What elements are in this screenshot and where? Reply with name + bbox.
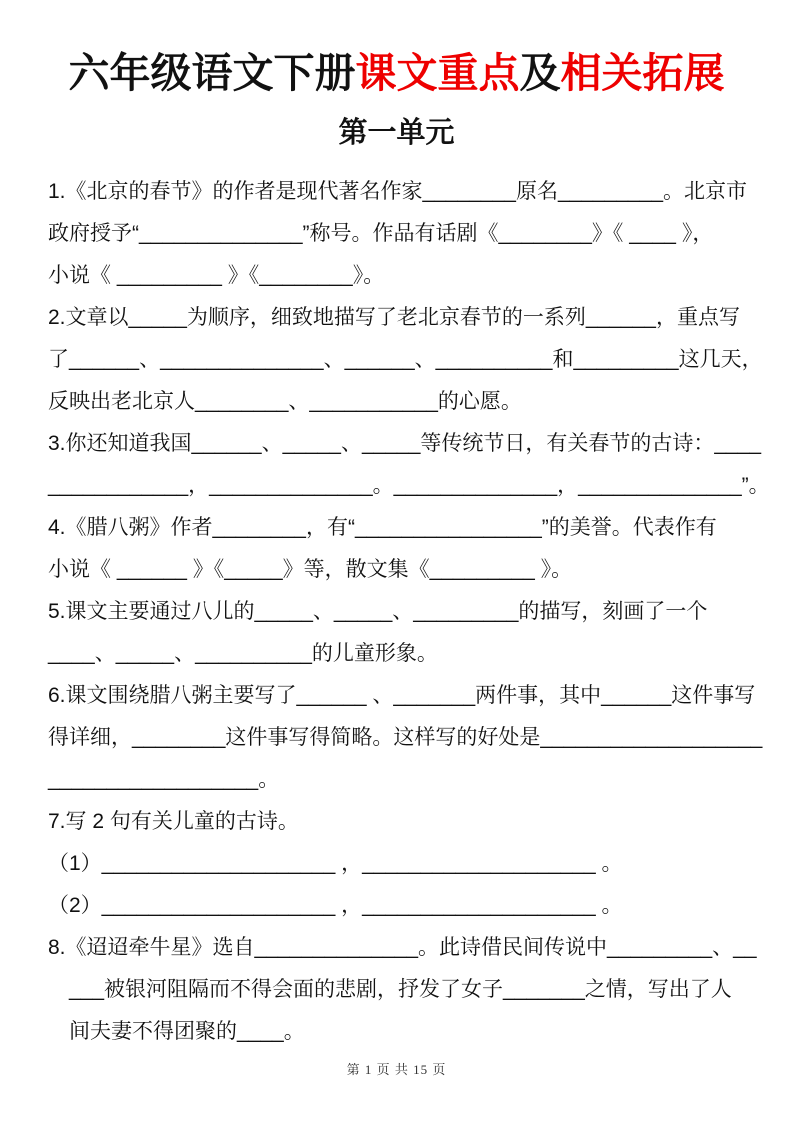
question-3-line-2: ____________，______________。______________，______________”。	[48, 474, 770, 497]
title-segment-expansion: 相关拓展	[560, 50, 725, 96]
page-title	[0, 50, 793, 96]
page-footer: 第 1 页 共 15 页	[346, 1062, 447, 1077]
question-2-line-1: 2.文章以_____为顺序，细致地描写了老北京春节的一系列______，重点写	[48, 306, 740, 329]
question-2	[48, 297, 763, 423]
question-8-line-2: ___被银河阻隔而不得会面的悲剧，抒发了女子_______之情，写出了人	[48, 978, 732, 1001]
question-2-line-2: 了______、______________、______、__________和_________这几天，	[48, 348, 763, 371]
question-7-line-3: （2）____________________ ，____________________ 。	[48, 894, 623, 917]
title-segment-grade: 六年级语文下册	[68, 50, 356, 96]
questions-area	[0, 171, 793, 1053]
question-2-line-3: 反映出老北京人________、___________的心愿。	[48, 390, 522, 413]
question-4-line-2: 小说《 ______ 》《_____》等，散文集《_________ 》。	[48, 558, 573, 581]
question-7-line-2: （1）____________________ ，____________________ 。	[48, 852, 623, 875]
question-5-line-1: 5.课文主要通过八儿的_____、_____、_________的描写，刻画了一个	[48, 600, 708, 623]
question-3	[48, 423, 770, 507]
question-7-line-1: 7.写 2 句有关儿童的古诗。	[48, 810, 299, 833]
question-8-line-3: 间夫妻不得团聚的____。	[48, 1020, 305, 1043]
question-6	[48, 675, 763, 801]
question-4-line-1: 4.《腊八粥》作者________，有“________________”的美誉。代表作有	[48, 516, 717, 539]
question-5-line-2: ____、_____、__________的儿童形象。	[48, 642, 438, 665]
question-1-line-3: 小说《 _________ 》《________》。	[48, 264, 385, 287]
question-1	[48, 171, 748, 297]
question-6-line-1: 6.课文围绕腊八粥主要写了______ 、_______两件事，其中______这件事写	[48, 684, 756, 707]
question-8-line-1: 8.《迢迢牵牛星》选自______________。此诗借民间传说中_________、__	[48, 936, 757, 959]
question-6-line-2: 得详细，________这件事写得简略。这样写的好处是___________________	[48, 726, 763, 749]
question-8	[48, 927, 757, 1053]
question-7	[48, 801, 745, 927]
question-4	[48, 507, 745, 591]
question-3-line-1: 3.你还知道我国______、_____、_____等传统节日，有关春节的古诗：____	[48, 432, 762, 455]
question-5	[48, 591, 745, 675]
title-segment-key-points: 课文重点	[355, 50, 520, 96]
question-1-line-1: 1.《北京的春节》的作者是现代著名作家________原名_________。北京市	[48, 180, 748, 203]
question-6-line-3: __________________。	[48, 768, 280, 791]
title-segment-and: 及	[519, 50, 561, 96]
question-1-line-2: 政府授予“______________”称号。作品有话剧《________》《 ____ 》，	[48, 222, 714, 245]
unit-heading: 第一单元	[338, 117, 455, 149]
